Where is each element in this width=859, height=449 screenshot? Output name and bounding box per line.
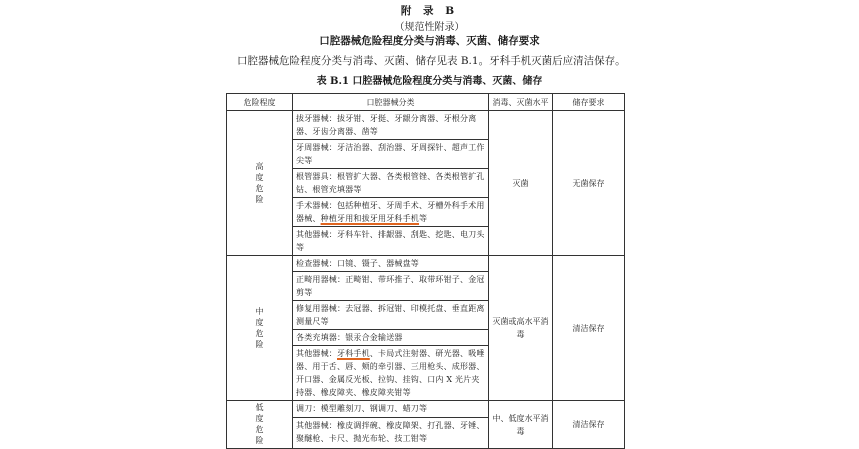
high-item-surgical xyxy=(293,198,489,227)
level-low-label: 低度危险 xyxy=(255,403,264,445)
table-row xyxy=(227,111,625,140)
level-high-cell xyxy=(227,111,293,256)
level-medium-cell xyxy=(227,256,293,401)
medium-item-3: 修复用器械：去冠器、拆冠钳、印模托盘、垂直距离测量尺等 xyxy=(293,301,489,330)
other-rest: 、卡局式注射器、研光器、吸唾器、用于舌、唇、颊的牵引器、三用枪头、成形器、开口器、金属反光板、拉钩、挂钩、口内 X 光片夹持器、橡皮障夹、橡皮障夹钳等 xyxy=(296,349,485,397)
low-disinfection: 中、低度水平消毒 xyxy=(489,401,553,449)
intro-paragraph: 口腔器械危险程度分类与消毒、灭菌、储存见表 B.1。牙科手机灭菌后应清洁保存。 xyxy=(237,55,626,67)
medium-item-4: 各类充填器：银汞合金输送器 xyxy=(293,330,489,346)
surgical-text: 手术器械：包括种植牙、牙周手术、牙槽外科手术用器械、 xyxy=(296,201,485,223)
classification-table xyxy=(226,93,625,449)
high-disinfection: 灭菌 xyxy=(489,111,553,256)
level-high-label: 高度危险 xyxy=(255,161,264,204)
underlined-handpiece: 牙科手机 xyxy=(337,349,370,358)
low-storage: 清洁保存 xyxy=(553,401,625,449)
header-category: 口腔器械分类 xyxy=(293,94,489,111)
medium-item-1: 检查器械：口镜、镊子、器械盘等 xyxy=(293,256,489,272)
table-row xyxy=(227,256,625,272)
high-item-2: 牙周器械：牙洁治器、刮治器、牙周探针、超声工作尖等 xyxy=(293,140,489,169)
table-caption: 表 B.1 口腔器械危险程度分类与消毒、灭菌、储存 xyxy=(316,76,543,87)
medium-storage: 清洁保存 xyxy=(553,256,625,401)
level-low-cell xyxy=(227,401,293,449)
header-disinfection: 消毒、灭菌水平 xyxy=(489,94,553,111)
surgical-text-end: 等 xyxy=(419,214,428,223)
appendix-heading: 附 录 B xyxy=(400,5,459,17)
medium-item-other xyxy=(293,346,489,401)
other-prefix: 其他器械： xyxy=(296,349,337,358)
low-item-1: 调刀：模型雕刻刀、钢调刀、蜡刀等 xyxy=(293,401,489,418)
high-item-4: 其他器械：牙科车针、排龈器、刮匙、挖匙、电刀头等 xyxy=(293,227,489,256)
header-storage: 储存要求 xyxy=(553,94,625,111)
high-storage: 无菌保存 xyxy=(553,111,625,256)
high-item-1: 拔牙器械：拔牙钳、牙挺、牙龈分离器、牙根分离器、牙齿分离器、凿等 xyxy=(293,111,489,140)
header-level: 危险程度 xyxy=(227,94,293,111)
medium-item-2: 正畸用器械：正畸钳、带环推子、取带环钳子、金冠剪等 xyxy=(293,272,489,301)
high-item-3: 根管器具：根管扩大器、各类根管锉、各类根管扩孔钻、根管充填器等 xyxy=(293,169,489,198)
table-row xyxy=(227,401,625,418)
low-item-2: 其他器械：橡皮调拌碗、橡皮障架、打孔器、牙锤、聚醚枪、卡尺、抛光布轮、技工钳等 xyxy=(293,418,489,449)
table-header-row xyxy=(227,94,625,111)
medium-disinfection: 灭菌或高水平消毒 xyxy=(489,256,553,401)
document-title: 口腔器械危险程度分类与消毒、灭菌、储存要求 xyxy=(319,35,540,47)
level-medium-label: 中度危险 xyxy=(255,306,264,349)
normative-label: （规范性附录） xyxy=(394,22,465,33)
underlined-implant-handpiece: 种植牙用和拔牙用牙科手机 xyxy=(320,214,420,223)
